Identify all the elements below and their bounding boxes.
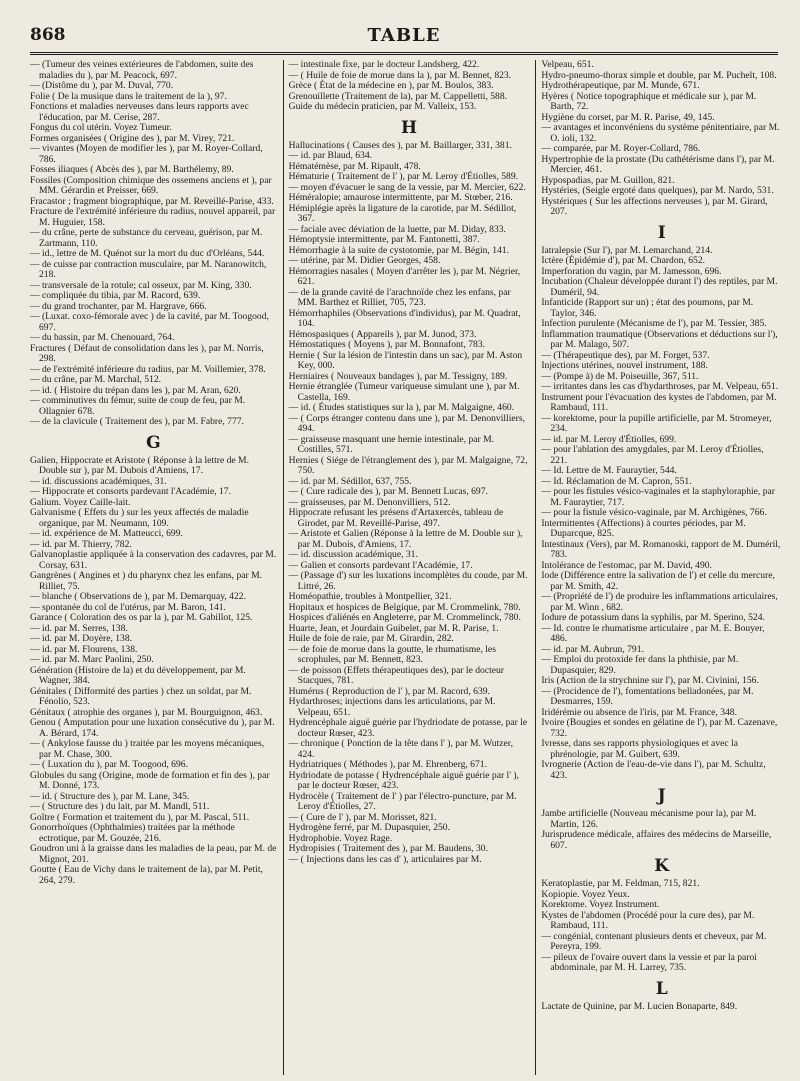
page-number: 868 (30, 25, 66, 45)
page-title: TABLE (367, 24, 441, 46)
index-entry: — Galien et consorts pardevant l'Académie, 17. (288, 559, 473, 571)
index-entry: — pour l'ablation des amygdales, par M. Leroy d'Étiolles, 221. (541, 444, 764, 466)
index-entry: Velpeau, 651. (541, 60, 594, 70)
section-letter: G (146, 432, 161, 453)
index-entry: Fossiles (Composition chimique des ossemens anciens et ), par MM. Gérardin et Preisser, 669. (30, 174, 272, 196)
index-entry: Genou ( Amputation pour une luxation consécutive du ), par M. A. Bérard, 174. (30, 717, 275, 739)
header-rule (30, 52, 778, 57)
index-entry: Hydrencéphale aiguë guérie par l'hydriodate de potasse, par le docteur Rœser, 423. (288, 717, 528, 739)
index-entry: Iode (Différence entre la salivation de l') et celle du mercure, par M. Smith, 42. (541, 570, 775, 592)
index-entry: Keratoplastie, par M. Feldman, 715, 821. (541, 878, 700, 889)
index-entry: Herniaires ( Nouveaux bandages ), par M. Tessigny, 189. (288, 370, 508, 382)
index-entry: — (Procidence de l'), fomentations belladonées, par M. Desmarres, 159. (541, 685, 754, 707)
index-entry: Hypospadias, par M. Guillon, 821. (541, 174, 675, 186)
index-entry: Hopitaux et hospices de Belgique, par M. Crommelink, 780. (288, 601, 521, 613)
index-entry: — de cuisse par contraction musculaire, par M. Naranowitch, 218. (30, 258, 267, 280)
index-entry: — intestinale fixe, par le docteur Landsberg, 422. (288, 60, 480, 70)
index-entry: Hydriodate de potasse ( Hydrencéphale aiguë guérie par l' ), par le docteur Rœser, 423. (288, 769, 519, 791)
index-entry: Hémospasiques ( Appareils ), par M. Junod, 373. (288, 328, 477, 340)
index-entry: Hydrothérapeutique, par M. Munde, 671. (541, 80, 700, 91)
index-entry: — comparée, par M. Royer-Collard, 786. (541, 143, 701, 154)
index-entry: — id. par M. Marc Paolini, 250. (30, 654, 154, 665)
index-entry: — du grand trochanter, par M. Hargrave, 666. (30, 300, 207, 312)
index-entry: — (Passage d') sur les luxations incomplètes du coude, par M. Littré, 26. (288, 570, 528, 592)
index-entry: Hippocrate refusant les présens d'Artaxercès, tableau de Girodet, par M. Reveillé-Parise, 497. (288, 507, 504, 529)
index-entry: Guide du médecin praticien, par M. Valleix, 153. (288, 101, 477, 112)
column-2 (283, 60, 530, 1075)
index-entry: — de poisson (Effets thérapeutiques des), par le docteur Stacques, 781. (288, 664, 505, 686)
index-entry: Hémostatiques ( Moyens ), par M. Bonnafont, 783. (288, 339, 486, 350)
index-entry: Galien, Hippocrate et Aristote ( Réponse à la lettre de M. Double sur ), par M. Dubois d'Amiens, 17. (30, 454, 249, 476)
index-entry: Génitales ( Difformité des parties ) chez un soldat, par M. Fénolio, 523. (30, 685, 252, 707)
index-entry: Hernie étranglée (Tumeur variqueuse simulant une ), par M. Castella, 169. (288, 381, 520, 403)
index-entry: — congénial, contenant plusieurs dents et cheveux, par M. Pereyra, 199. (541, 930, 767, 952)
index-entry: Homéopathie, troubles à Montpellier, 321. (288, 591, 452, 602)
index-entry: — id. par M. Flourens, 138. (30, 643, 138, 655)
index-entry: Goutte ( Eau de Vichy dans le traitement de la), par M. Petit, 264, 279. (30, 864, 263, 886)
index-entry: Hospices d'aliénés en Angleterre, par M. Crommelinck, 780. (288, 612, 521, 623)
index-entry: Intolérance de l'estomac, par M. David, 490. (541, 559, 712, 571)
index-entry: Hystériques ( Sur les affections nerveuses ), par M. Girard, 207. (541, 195, 768, 217)
index-entry: — blanche ( Observations de ), par M. Demarquay, 422. (30, 591, 246, 602)
index-entry: — moyen d'évacuer le sang de la vessie, par M. Mercier, 622. (288, 181, 526, 193)
index-entry: Globules du sang (Origine, mode de formation et fin des ), par M. Donné, 173. (30, 769, 270, 791)
index-entry: Injections utérines, nouvel instrument, 188. (541, 360, 708, 371)
section-letter: I (657, 222, 666, 243)
index-entry: — ( Cure radicale des ), par M. Bennett Lucas, 697. (288, 486, 488, 497)
index-entry: — id. expérience de M. Matteucci, 699. (30, 528, 183, 539)
index-entry: — (Distôme du ), par M. Duval, 770. (30, 80, 174, 91)
index-entry: — Emploi du protoxide fer dans la phthisie, par M. Dupasquier, 829. (541, 654, 739, 676)
index-entry: — spontanée du col de l'utérus, par M. Baron, 141. (30, 601, 226, 613)
index-entry: Hydro-pneumo-thorax simple et double, par M. Puchelt, 108. (541, 69, 777, 81)
index-entry: Hallucinations ( Causes des ), par M. Baillarger, 331, 381. (288, 139, 512, 151)
index-entry: — id., lettre de M. Quénot sur la mort du duc d'Orléans, 544. (30, 248, 265, 259)
index-entry: Héméralopie; amaurose intermittente, par M. Stœber, 216. (288, 192, 513, 203)
index-entry: — graisseuse masquant une hernie intestinale, par M. Costilles, 571. (288, 433, 495, 455)
index-entry: — chronique ( Ponction de la tête dans l' ), par M. Wutzer, 424. (288, 738, 513, 760)
index-entry: Infanticide (Rapport sur un) ; état des poumons, par M. Taylor, 346. (541, 297, 754, 319)
index-entry: — id. ( Structure des ), par M. Lane, 345. (30, 790, 190, 802)
index-entry: Incubation (Chaleur développée durant l') des reptiles, par M. Duméril, 94. (541, 276, 778, 298)
index-entry: Grèce ( État de la médecine en ), par M. Boulos, 383. (288, 80, 494, 91)
index-entry: — id. par M. Thierry, 782. (30, 538, 132, 550)
index-entry: Iris (Action de la strychnine sur l'), par M. Civinini, 156. (541, 675, 759, 686)
index-entry: — de la grande cavité de l'arachnoïde chez les enfans, par MM. Barthez et Rilliet, 705, 723. (288, 286, 511, 308)
index-entry: — ( Corps étranger contenu dans une ), par M. Denonvilliers, 494. (288, 412, 525, 434)
index-entry: Folie ( De la musique dans le traitement de la ), 97. (30, 90, 227, 102)
index-entry: Hyères ( Notice topographique et médicale sur ), par M. Barth, 72. (541, 90, 757, 112)
index-entry: Fonctions et maladies nerveuses dans leurs rapports avec l'éducation, par M. Cerise, 287. (30, 101, 249, 123)
index-entry: Iridérémie ou absence de l'iris, par M. France, 348. (541, 706, 737, 718)
column-3 (535, 60, 782, 1075)
index-entry: Iodure de potassium dans la syphilis, par M. Sperino, 524. (541, 612, 765, 623)
index-entry: Ivrognerie (Action de l'eau-de-vie dans l'), par M. Schultz, 423. (541, 759, 766, 781)
index-entry: — (Tumeur des veines extérieures de l'abdomen, suite des maladies du ), par M. Peacock, 697. (30, 60, 254, 81)
index-entry: — irritantes dans les cas d'hydarthroses, par M. Velpeau, 651. (541, 381, 779, 392)
index-entry: — id. ( Études statistiques sur la ), par M. Malgaigne, 460. (288, 402, 515, 413)
index-entry: — (Pompe à) de M. Poiseuille, 367, 511. (541, 370, 699, 382)
index-entry: Génération (Histoire de la) et du développement, par M. Wagner, 384. (30, 664, 246, 686)
index-entry: — transversale de la rotule; cal osseux, par M. King, 330. (30, 279, 252, 291)
index-entry: Fracture de l'extrémité inférieure du radius, nouvel appareil, par M. Huguier, 158. (30, 206, 276, 228)
index-entry: Kopiopie. Voyez Yeux. (541, 888, 630, 900)
index-entry: Galvanoplastie appliquée à la conservation des cadavres, par M. Corsay, 631. (30, 549, 277, 571)
index-entry: Gonorrhoïques (Ophthalmies) traitées par la méthode ectrotique, par M. Gouzée, 216. (30, 822, 235, 844)
index-entry: — pour les fistules vésico-vaginales et la staphyloraphie, par M. Fauraytier, 717. (541, 486, 775, 508)
index-entry: — comminutives du fémur, suite de coup de feu, par M. Ollagnier 678. (30, 395, 246, 417)
index-entry: — korektome, pour la pupille artificielle, par M. Stromeyer, 234. (541, 412, 772, 434)
index-entry: Fosses iliaques ( Abcès des ), par M. Barthélemy, 89. (30, 164, 234, 175)
index-entry: Inflammation traumatique (Observations et déductions sur l'), par M. Malago, 507. (541, 328, 778, 350)
index-entry: — id. discussion académique, 31. (288, 549, 418, 560)
index-entry: Fongus du col utérin. Voyez Tumeur. (30, 122, 172, 133)
index-entry: Lactate de Quinine, par M. Lucien Bonaparte, 849. (541, 1000, 738, 1012)
index-entry: Hydriatriques ( Méthodes ), par M. Ehrenberg, 671. (288, 759, 487, 770)
index-entry: Jurisprudence médicale, affaires des médecins de Marseille, 607. (541, 829, 772, 851)
index-entry: — id. ( Histoire du trépan dans les ), par M. Aran, 620. (30, 384, 241, 396)
index-entry: Génitaux ( atrophie des organes ), par M. Bourguignon, 463. (30, 706, 263, 718)
index-entry: — ( Luxation du ), par M. Toogood, 696. (30, 759, 188, 770)
index-entry: — faciale avec déviation de la luette, par M. Diday, 833. (288, 223, 506, 235)
index-entry: — Id. Lettre de M. Fauraytier, 544. (541, 465, 677, 476)
index-entry: Intermittentes (Affections) à courtes périodes, par M. Duparcque, 825. (541, 517, 746, 539)
index-entry: Hémorrhaphiles (Observations d'individus), par M. Quadrat, 104. (288, 307, 521, 329)
index-entry: Instrument pour l'évacuation des kystes de l'abdomen, par M. Rambaud, 111. (541, 391, 777, 413)
column-1 (30, 60, 277, 1075)
index-entry: Huarte, Jean, et Jourdain Guibelet, par M. R. Parise, 1. (288, 622, 499, 634)
index-entry: Hystéries, (Seigle ergoté dans quelques), par M. Nardo, 531. (541, 185, 774, 196)
index-entry: Korektome. Voyez Instrument. (541, 899, 660, 910)
index-entry: — du crâne, perte de substance du cerveau, guérison, par M. Zartmann, 110. (30, 227, 263, 249)
index-entry: Jambe artificielle (Nouveau mécanisme pour la), par M. Martin, 126. (541, 808, 757, 830)
index-entry: Intestinaux (Vers), par M. Romanoski, rapport de M. Duméril, 783. (541, 538, 781, 560)
index-entry: — compliquée du tibia, par M. Racord, 639. (30, 290, 201, 301)
index-entry: Galium. Voyez Caille-lait. (30, 496, 131, 508)
index-entry: Goudron uni à la graisse dans les maladies de la peau, par M. de Mignot, 201. (30, 843, 277, 865)
index-entry: — du crâne, par M. Marchal, 512. (30, 374, 162, 385)
index-entry: — du bassin, par M. Chenouard, 764. (30, 332, 175, 343)
index-entry: Ivoire (Bougies et sondes en gélatine de l'), par M. Cazenave, 732. (541, 717, 778, 739)
index-entry: Ivresse, dans ses rapports physiologiques et avec la phrénologie, par M. Guibert, 639. (541, 738, 738, 760)
index-entry: — id. par M. Sédillot, 637, 755. (288, 475, 412, 487)
index-entry: — Id. Réclamation de M. Capron, 551. (541, 475, 692, 487)
index-entry: Hygiène du corset, par M. R. Parise, 49, 145. (541, 111, 715, 123)
index-entry: — vivantes (Moyen de modifier les ), par M. Royer-Collard, 786. (30, 143, 263, 165)
index-entry: Hernie ( Sur la lésion de l'intestin dans un sac), par M. Aston Key, 000. (288, 349, 523, 371)
section-letter: H (400, 117, 418, 138)
index-entry: — ( Huile de foie de morue dans la ), par M. Bennet, 823. (288, 69, 512, 81)
index-entry: Galvanisme ( Effets du ) sur les yeux affectés de maladie organique, par M. Neumann, 109. (30, 507, 249, 529)
index-entry: — (Thérapeutique des), par M. Forget, 537. (541, 349, 710, 361)
index-entry: Infection purulente (Mécanisme de l'), par M. Tessier, 385. (541, 318, 767, 329)
index-entry: — ( Cure de l' ), par M. Morisset, 821. (288, 811, 437, 823)
index-entry: — id. par Blaud, 634. (288, 150, 373, 161)
index-entry: — ( Structure des ) du lait, par M. Mandl, 511. (30, 801, 210, 812)
index-entry: Fracastor ; fragment biographique, par M. Reveillé-Parise, 433. (30, 195, 274, 207)
index-entry: — de foie de morue dans la goutte, le rhumatisme, les scrophules, par M. Bennett, 823. (288, 643, 496, 665)
index-entry: — id. par M. Leroy d'Étiolles, 699. (541, 433, 677, 445)
index-entry: — Id. contre le rhumatisme articulaire , par M. E. Bouyer, 486. (541, 622, 765, 644)
index-entry: Hydropisies ( Traitement des ), par M. Baudens, 30. (288, 843, 488, 854)
index-entry: — (Luxat. coxo-fémorale avec ) de la cavité, par M. Toogood, 697. (30, 311, 269, 333)
index-entry: — id. par M. Aubrun, 791. (541, 643, 644, 655)
index-entry: — (Propriété de l') de produire les inflammations articulaires, par M. Winn , 682. (541, 591, 778, 613)
index-entry: Hémorrhagie à la suite de cystotomie, par M. Bégin, 141. (288, 244, 509, 256)
index-entry: Humérus ( Reproduction de l' ), par M. Racord, 639. (288, 685, 490, 697)
index-entry: — de la clavicule ( Traitement des ), par M. Fabre, 777. (30, 416, 244, 427)
index-entry: Hernies ( Siége de l'étranglement des ), par M. Malgaigne, 72, 750. (288, 454, 528, 476)
index-entry: — ( Injections dans les cas d' ), articulaires par M. (288, 853, 482, 865)
index-entry: — Aristote et Galien (Réponse à la lettre de M. Double sur ), par M. Dubois, d'Amiens, 17. (288, 528, 523, 550)
index-entry: Hématurie ( Traitement de l' ), par M. Leroy d'Étiolles, 589. (288, 171, 519, 182)
section-letter: J (657, 786, 666, 806)
index-entry: Hydarthroses; injections dans les articulations, par M. Velpeau, 651. (288, 696, 496, 718)
index-entry: Imperforation du vagin, par M. Jamesson, 696. (541, 265, 722, 277)
index-entry: — utérine, par M. Didier Georges, 458. (288, 255, 441, 266)
index-entry: — ( Ankylose fausse du ) traitée par les moyens mécaniques, par M. Chase, 300. (30, 738, 265, 760)
page-header (30, 22, 778, 48)
index-entry: Hémoptysie intermittente, par M. Fantonetti, 387. (288, 234, 480, 245)
index-entry: Iatralepsie (Sur l'), par M. Lemarchand, 214. (541, 244, 713, 256)
index-entry: Goître ( Formation et traitement du ), par M. Pascal, 511. (30, 811, 250, 823)
index-entry: Kystes de l'abdomen (Procédé pour la cure des), par M. Rambaud, 111. (541, 909, 755, 931)
index-entry: Hypertrophie de la prostate (Du cathétérisme dans l'), par M. Mercier, 461. (541, 153, 775, 175)
index-entry: Hématémèse, par M. Ripault, 478. (288, 160, 421, 172)
index-entry: — id. par M. Serres, 138. (30, 622, 128, 634)
index-entry: — de l'extrémité inférieure du radius, par M. Voillemier, 378. (30, 363, 266, 375)
index-entry: — pileux de l'ovaire ouvert dans la vessie et par la paroi abdominale, par M. H. Larrey, 735. (541, 951, 757, 973)
index-entry: Ictère (Épidémie d'), par M. Chardon, 652. (541, 255, 706, 266)
section-letter: L (655, 978, 668, 999)
index-entry: Hydrogène ferré, par M. Dupasquier, 250. (288, 822, 450, 833)
index-entry: Hémorragies nasales ( Moyen d'arrêter les ), par M. Négrier, 621. (288, 265, 521, 287)
index-entry: Formes organisées ( Origine des ), par M. Virey, 721. (30, 132, 235, 144)
index-entry: — Hippocrate et consorts pardevant l'Académie, 17. (30, 486, 231, 497)
index-entry: — pour la fistule vésico-vaginale, par M. Archigènes, 766. (541, 507, 767, 518)
index-entry: Grenouillette (Traitement de la), par M. Cappelletti, 588. (288, 90, 508, 102)
index-entry: — id. discussions académiques, 31. (30, 475, 167, 487)
index-entry: Gangrènes ( Angines et ) du pharynx chez les enfans, par M. Rilliet, 75. (30, 570, 263, 592)
index-entry: — graisseuses, par M. Denonvilliers, 512. (288, 496, 451, 508)
index-entry: Garance ( Coloration des os par la ), par M. Gabillot, 125. (30, 612, 253, 623)
index-entry: — avantages et inconvéniens du système pénitentiaire, par M. O. ioli, 132. (541, 122, 780, 144)
index-entry: — id. par M. Doyère, 138. (30, 633, 133, 644)
index-entry: Hydrocèle ( Traitement de l' ) par l'électro-puncture, par M. Leroy d'Étiolles, 27. (288, 790, 517, 812)
section-letter: K (654, 856, 670, 876)
index-entry: Huile de foie de raie, par M. Girardin, 282. (288, 633, 454, 644)
index-columns (30, 60, 782, 1075)
index-entry: Hydrophobie. Voyez Rage. (288, 832, 393, 844)
index-entry: Fractures ( Défaut de consolidation dans les ), par M. Norris, 298. (30, 342, 264, 364)
index-entry: Hémiplégie après la ligature de la carotide, par M. Sédillot, 367. (288, 202, 517, 224)
